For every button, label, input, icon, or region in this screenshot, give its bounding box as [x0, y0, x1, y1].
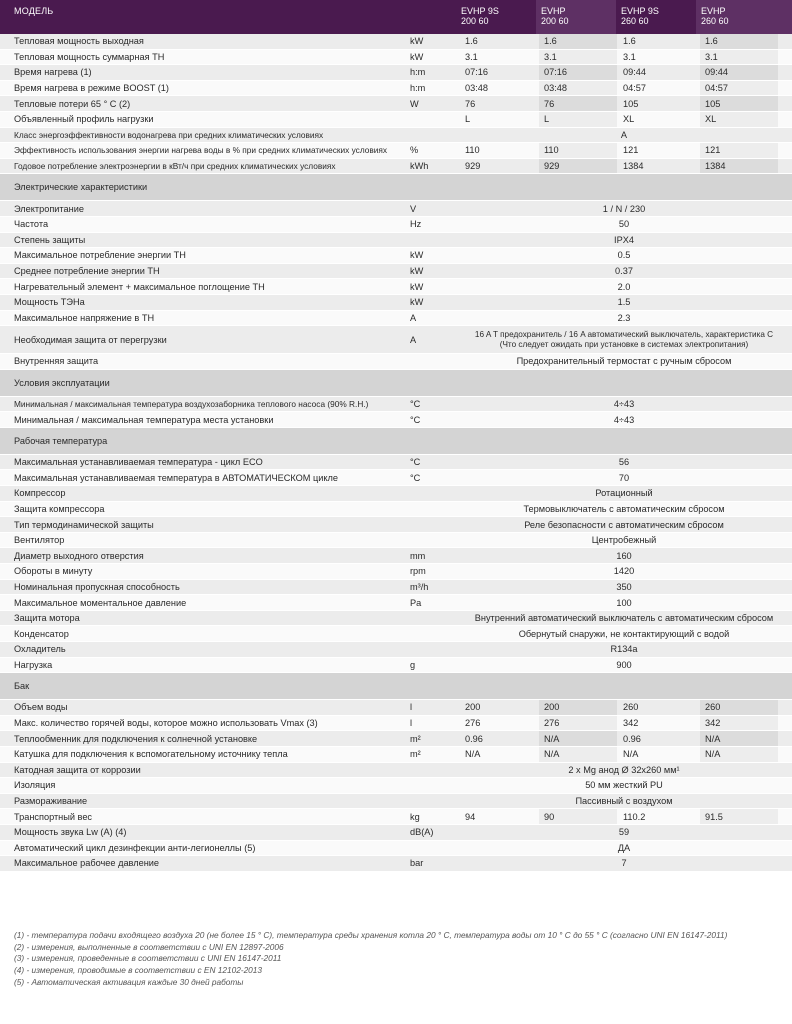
value-cell: 09:44	[623, 67, 646, 78]
row-unit	[410, 763, 456, 778]
value-cell: N/A	[539, 731, 617, 746]
row-label: Время нагрева в режиме BOOST (1)	[14, 83, 169, 94]
value-cell: 3.1	[623, 51, 636, 62]
row-unit: l	[410, 718, 413, 729]
table-row	[0, 564, 792, 580]
row-unit: bar	[410, 858, 424, 869]
table-row	[0, 809, 792, 825]
section-header	[0, 673, 792, 700]
value-cell: 50 мм жесткий PU	[585, 780, 663, 791]
value-cell: 342	[623, 718, 639, 729]
table-row	[0, 642, 792, 658]
table-row	[0, 580, 792, 596]
value-cell: XL	[623, 114, 635, 125]
row-label: Частота	[14, 219, 49, 230]
table-row	[0, 397, 792, 413]
value-cell: 260	[700, 700, 778, 715]
table-row	[0, 747, 792, 763]
value-cell: L	[465, 114, 471, 125]
value-cell: N/A	[623, 749, 639, 760]
table-row	[0, 295, 792, 311]
row-label: Обороты в минуту	[14, 566, 93, 577]
value-cell: 56	[618, 457, 630, 468]
value-cell: 110	[539, 143, 617, 158]
row-label: Компрессор	[14, 488, 66, 499]
row-unit: W	[410, 98, 419, 109]
table-row	[0, 700, 792, 716]
value-cell: 1.6	[539, 34, 617, 49]
value-cell: 4÷43	[613, 414, 635, 425]
row-unit: h:m	[410, 67, 426, 78]
row-label: Тип термодинамической защиты	[14, 519, 154, 530]
footnote: (3) - измерения, проведенные в соответствии с UNI EN 16147-2011	[14, 953, 282, 964]
row-label: Охладитель	[14, 644, 66, 655]
value-cell: Пассивный с воздухом	[575, 796, 673, 807]
table-row	[0, 311, 792, 327]
row-label: Максимальная устанавливаемая температура - цикл ECO	[14, 457, 263, 468]
row-unit: °C	[410, 398, 421, 409]
row-unit	[410, 486, 456, 501]
value-cell: 2.0	[617, 281, 631, 292]
value-cell: 350	[616, 581, 632, 592]
row-unit: kW	[410, 281, 424, 292]
value-cell: 276	[539, 716, 617, 731]
row-unit: l	[410, 702, 413, 713]
value-cell: Обернутый снаружи, не контактирующий с водой	[518, 628, 730, 639]
value-cell: 50	[618, 219, 630, 230]
row-unit	[410, 794, 456, 809]
table-row	[0, 595, 792, 611]
row-unit	[410, 642, 456, 657]
model-column-header: МОДЕЛЬ	[14, 6, 54, 16]
value-line: (Что следует ожидать при установке в системах электропитания)	[499, 339, 749, 349]
table-row	[0, 548, 792, 564]
row-label: Вентилятор	[14, 535, 65, 546]
value-cell: N/A	[539, 747, 617, 762]
row-unit	[410, 128, 456, 143]
row-label: Размораживание	[14, 796, 88, 807]
table-row	[0, 217, 792, 233]
value-cell: 1.6	[465, 36, 478, 47]
value-cell: Центробежный	[591, 535, 657, 546]
row-unit: kW	[410, 51, 424, 62]
row-unit: m²	[410, 733, 421, 744]
row-unit: kW	[410, 266, 424, 277]
value-cell: 3.1	[539, 50, 617, 65]
value-cell: 342	[700, 716, 778, 731]
row-unit: A	[410, 312, 417, 323]
row-unit: dB(A)	[410, 827, 434, 838]
value-cell: 200	[465, 702, 481, 713]
value-cell: 09:44	[700, 65, 778, 80]
value-cell: 4÷43	[613, 398, 635, 409]
row-unit	[410, 626, 456, 641]
value-cell: 1.6	[623, 36, 636, 47]
row-label: Объявленный профиль нагрузки	[14, 114, 154, 125]
value-cell: 260	[623, 702, 639, 713]
row-unit	[410, 233, 456, 248]
section-title: Электрические характеристики	[14, 182, 148, 193]
table-row	[0, 233, 792, 249]
value-cell: 2.3	[617, 312, 631, 323]
row-unit: m²	[410, 749, 421, 760]
row-label: Класс энергоэффективности водонагрева при средних климатических условиях	[14, 129, 324, 140]
value-cell: 900	[616, 659, 632, 670]
row-label: Степень защиты	[14, 234, 86, 245]
row-label: Тепловая мощность выходная	[14, 36, 144, 47]
row-unit	[410, 778, 456, 793]
table-row	[0, 611, 792, 627]
value-cell: Ротационный	[595, 488, 653, 499]
value-cell: 0.96	[465, 733, 483, 744]
row-unit: V	[410, 203, 417, 214]
value-cell: Термовыключатель с автоматическим сбросом	[523, 503, 725, 514]
table-row	[0, 279, 792, 295]
model-header-2: EVHP 200 60	[536, 0, 616, 34]
row-unit	[410, 354, 456, 369]
model-header-4: EVHP 260 60	[696, 0, 792, 34]
value-cell: 105	[623, 98, 639, 109]
model-header-1: EVHP 9S 200 60	[461, 6, 499, 26]
row-unit	[410, 112, 456, 127]
value-cell: 7	[621, 858, 627, 869]
table-row	[0, 50, 792, 66]
value-cell: 3.1	[700, 50, 778, 65]
table-row	[0, 81, 792, 97]
table-row	[0, 533, 792, 549]
value-cell: 03:48	[539, 81, 617, 96]
row-label: Конденсатор	[14, 628, 69, 639]
table-row	[0, 159, 792, 175]
row-label: Тепловая мощность суммарная ТН	[14, 51, 165, 62]
value-cell: 200	[539, 700, 617, 715]
footnote: (4) - измерения, проводимые в соответствии с EN 12102-2013	[14, 965, 263, 976]
row-label: Нагревательный элемент + максимальное поглощение ТН	[14, 281, 265, 292]
row-label: Тепловые потери 65 ° C (2)	[14, 98, 131, 109]
value-cell: 1.5	[617, 297, 631, 308]
value-cell: N/A	[700, 731, 778, 746]
row-label: Время нагрева (1)	[14, 67, 92, 78]
row-label: Защита компрессора	[14, 503, 105, 514]
table-row	[0, 326, 792, 354]
row-unit: A	[410, 334, 417, 345]
value-cell: 90	[539, 809, 617, 824]
row-label: Объем воды	[14, 702, 68, 713]
table-row	[0, 763, 792, 779]
row-unit: °C	[410, 472, 421, 483]
value-cell: XL	[700, 112, 778, 127]
value-cell: 160	[616, 550, 632, 561]
row-label: Нагрузка	[14, 659, 53, 670]
value-cell: 03:48	[465, 83, 488, 94]
value-cell: 2 x Mg анод Ø 32x260 мм¹	[568, 764, 680, 775]
row-unit: kW	[410, 36, 424, 47]
value-cell: 121	[700, 143, 778, 158]
row-unit: kg	[410, 811, 420, 822]
row-label: Максимальное рабочее давление	[14, 858, 160, 869]
row-unit: Pa	[410, 597, 422, 608]
table-row	[0, 486, 792, 502]
row-label: Среднее потребление энергии ТН	[14, 266, 160, 277]
value-cell: 1384	[623, 161, 644, 172]
value-cell: 929	[465, 161, 481, 172]
row-label: Минимальная / максимальная температура места установки	[14, 414, 274, 425]
footnote: (1) - температура подачи входящего воздуха 20 (не более 15 ° C), температура среды хранения котла 20 ° C, температура воды от 10 ° C до 55 ° C (согласно UNI EN 16147-2011)	[14, 930, 728, 940]
value-line: 16 A T предохранитель / 16 A автоматический выключатель, характеристика C	[474, 329, 774, 339]
table-row	[0, 96, 792, 112]
table-row	[0, 778, 792, 794]
value-cell: Внутренний автоматический выключатель с автоматическим сбросом	[474, 613, 774, 624]
value-cell: 91.5	[700, 809, 778, 824]
row-label: Макс. количество горячей воды, которое можно использовать Vmax (3)	[14, 718, 318, 729]
row-unit: mm	[410, 550, 426, 561]
table-row	[0, 264, 792, 280]
table-row	[0, 34, 792, 50]
row-unit: Hz	[410, 219, 422, 230]
row-label: Мощность ТЭНа	[14, 297, 85, 308]
row-label: Внутренняя защита	[14, 356, 99, 367]
table-row	[0, 841, 792, 857]
value-cell: 1.6	[700, 34, 778, 49]
value-cell: 94	[465, 811, 476, 822]
value-cell: 929	[539, 159, 617, 174]
table-row	[0, 248, 792, 264]
value-cell: ДА	[617, 842, 631, 853]
value-cell: 121	[623, 145, 639, 156]
row-label: Катодная защита от коррозии	[14, 764, 141, 775]
section-title: Бак	[14, 681, 30, 692]
row-label: Максимальное моментальное давление	[14, 597, 187, 608]
table-row	[0, 143, 792, 159]
row-label: Максимальная устанавливаемая температура в АВТОМАТИЧЕСКОМ цикле	[14, 472, 338, 483]
row-label: Номинальная пропускная способность	[14, 581, 180, 592]
value-cell: 59	[618, 827, 630, 838]
table-row	[0, 626, 792, 642]
value-cell: 276	[465, 718, 481, 729]
table-row	[0, 856, 792, 872]
table-row	[0, 794, 792, 810]
value-cell: R134a	[610, 644, 638, 655]
row-unit	[410, 502, 456, 517]
row-label: Мощность звука Lw (A) (4)	[14, 827, 127, 838]
value-cell: 0.5	[617, 250, 631, 261]
row-unit: m³/h	[410, 581, 429, 592]
table-row	[0, 455, 792, 471]
value-cell: 76	[465, 98, 476, 109]
table-row	[0, 731, 792, 747]
value-cell: A	[620, 129, 628, 140]
row-label: Эффективность использования энергии нагрева воды в % при средних климатических условиях	[14, 145, 388, 156]
row-label: Максимальное напряжение в ТН	[14, 312, 155, 323]
row-unit: kW	[410, 297, 424, 308]
row-label: Защита мотора	[14, 613, 80, 624]
value-cell: 1384	[700, 159, 778, 174]
table-row	[0, 128, 792, 144]
value-cell: N/A	[465, 749, 481, 760]
row-unit	[410, 517, 456, 532]
section-title: Рабочая температура	[14, 435, 108, 446]
section-header	[0, 428, 792, 455]
row-label: Изоляция	[14, 780, 56, 791]
value-cell: Предохранительный термостат с ручным сбросом	[516, 356, 732, 367]
row-label: Катушка для подключения к вспомогательному источнику тепла	[14, 749, 288, 760]
table-row	[0, 502, 792, 518]
value-cell: 04:57	[623, 83, 646, 94]
row-unit: °C	[410, 414, 421, 425]
section-header	[0, 370, 792, 397]
table-row	[0, 470, 792, 486]
value-cell: L	[539, 112, 617, 127]
footnote: (5) - Автоматическая активация каждые 30 дней работы	[14, 976, 244, 987]
row-unit	[410, 611, 456, 626]
value-cell: 110.2	[623, 811, 646, 822]
value-cell: 0.37	[615, 266, 633, 277]
row-unit: %	[410, 145, 419, 156]
row-unit: kWh	[410, 161, 429, 172]
row-label: Необходимая защита от перегрузки	[14, 334, 167, 345]
value-cell: Реле безопасности с автоматическим сбросом	[524, 519, 724, 530]
row-unit: rpm	[410, 566, 426, 577]
footnotes	[14, 930, 784, 989]
row-unit	[410, 533, 456, 548]
table-row	[0, 354, 792, 370]
value-cell: N/A	[700, 747, 778, 762]
value-cell: 07:16	[465, 67, 488, 78]
row-label: Минимальная / максимальная температура воздухозаборника теплового насоса (90% R.H.)	[14, 398, 369, 409]
row-unit: h:m	[410, 83, 426, 94]
row-unit: g	[410, 659, 416, 670]
table-row	[0, 658, 792, 674]
value-cell: 1 / N / 230	[602, 203, 646, 214]
row-label: Электропитание	[14, 203, 84, 214]
row-label: Диаметр выходного отверстия	[14, 550, 144, 561]
value-cell: 76	[539, 96, 617, 111]
row-unit	[410, 841, 456, 856]
table-row	[0, 825, 792, 841]
footnote: (2) - измерения, выполненные в соответствии с UNI EN 12897-2006	[14, 941, 284, 952]
value-cell: 70	[618, 472, 630, 483]
value-cell: 105	[700, 96, 778, 111]
value-cell: 0.96	[623, 733, 641, 744]
value-cell: 100	[616, 597, 632, 608]
row-label: Автоматический цикл дезинфекции анти-легионеллы (5)	[14, 842, 256, 853]
table-row	[0, 65, 792, 81]
table-row	[0, 412, 792, 428]
table-header	[0, 0, 792, 34]
row-label: Теплообменник для подключения к солнечной установке	[14, 733, 258, 744]
row-label: Годовое потребление электроэнергии в кВт/ч при средних климатических условиях	[14, 161, 336, 172]
table-row	[0, 201, 792, 217]
section-title: Условия эксплуатации	[14, 377, 110, 388]
row-unit: kW	[410, 250, 424, 261]
value-cell: 07:16	[539, 65, 617, 80]
table-row	[0, 517, 792, 533]
row-label: Транспортный вес	[14, 811, 93, 822]
table-row	[0, 716, 792, 732]
row-label: Максимальное потребление энергии ТН	[14, 250, 186, 261]
table-row	[0, 112, 792, 128]
value-cell: 3.1	[465, 51, 478, 62]
value-cell	[456, 326, 792, 353]
value-cell: 04:57	[700, 81, 778, 96]
model-header-3: EVHP 9S 260 60	[621, 6, 659, 26]
value-cell: IPX4	[614, 234, 634, 245]
value-cell: 110	[465, 145, 480, 156]
value-cell: 1420	[613, 566, 635, 577]
spec-table	[0, 34, 792, 872]
row-unit: °C	[410, 457, 421, 468]
section-header	[0, 174, 792, 201]
